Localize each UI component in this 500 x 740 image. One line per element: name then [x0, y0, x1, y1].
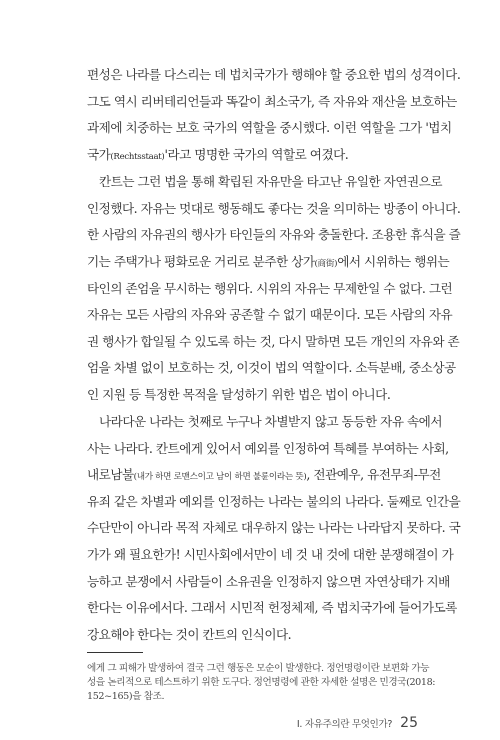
inline-text: , 전관예우, 유전무죄-무전: [306, 467, 441, 482]
paragraph-start-line: 칸트는 그런 법을 통해 확립된 자유만을 타고난 유일한 자연권으로: [99, 174, 442, 189]
inline-text: '라고 명명한 국가의 역할로 여겼다.: [164, 147, 349, 162]
body-line: 능하고 분쟁에서 사람들이 소유권을 인정하지 않으면 자연상태가 지배: [87, 574, 450, 589]
gloss-small: (Rechtsstaat): [110, 152, 165, 162]
body-line: 가가 왜 필요한가! 시민사회에서만이 네 것 내 것에 대한 분쟁해결이 가: [87, 547, 454, 562]
footnote-line: 성을 논리적으로 테스트하기 위한 도구다. 정언명령에 관한 자세한 설명은 민경국(2018:: [87, 677, 436, 688]
body-line: 한 사람의 자유권의 행사가 타인들의 자유와 충돌한다. 조용한 휴식을 즐: [87, 227, 461, 242]
body-line: 인정했다. 자유는 멋대로 행동해도 좋다는 것을 의미하는 방종이 아니다.: [87, 201, 461, 216]
body-line: 그도 역시 리버테리언들과 똑같이 최소국가, 즉 자유와 재산을 보호하는: [87, 94, 457, 109]
body-line: 인 지원 등 특정한 목적을 달성하기 위한 법은 법이 아니다.: [87, 387, 391, 402]
body-line: 사는 나라다. 칸트에게 있어서 예외를 인정하여 특혜를 부여하는 사회,: [87, 441, 449, 456]
body-line: 과제에 치중하는 보호 국가의 역할을 중시했다. 이런 역할을 그가 '법치: [87, 120, 452, 135]
page-number: 25: [400, 715, 418, 731]
footnote-rule: [87, 652, 143, 653]
inline-text: 기는 주택가나 평화로운 거리로 분주한 상가: [87, 254, 315, 269]
body-line: 수단만이 아니라 목적 자체로 대우하지 않는 나라는 나라답지 못하다. 국: [87, 520, 461, 535]
body-line: 타인의 존엄을 무시하는 행위다. 시위의 자유는 무제한일 수 없다. 그런: [87, 281, 453, 296]
running-footer: [297, 712, 418, 731]
body-line: [87, 467, 441, 485]
paragraph-start-line: 나라다운 나라는 첫째로 누구나 차별받지 않고 동등한 자유 속에서: [99, 414, 442, 429]
gloss-small: (내가 하면 로맨스이고 남이 하면 불륜이라는 뜻): [133, 472, 307, 482]
footnote-line: 152~165)을 참조.: [87, 691, 165, 702]
inline-text: 국가: [87, 147, 111, 162]
body-line: 자유는 모든 사람의 자유와 공존할 수 없기 때문이다. 모든 사람의 자유: [87, 307, 453, 322]
gloss-small: (商街): [314, 259, 338, 269]
body-line: 엄을 차별 없이 보호하는 것, 이것이 법의 역할이다. 소득분배, 중소상공: [87, 360, 456, 375]
body-line: [87, 254, 450, 272]
body-line: 편성은 나라를 다스리는 데 법치국가가 행해야 할 중요한 법의 성격이다.: [87, 67, 461, 82]
footnote-line: 에게 그 피해가 발생하여 결국 그런 행동은 모순이 발생한다. 정언명령이란 보편화 가능: [87, 663, 430, 674]
section-title: I. 자유주의란 무엇인가?: [296, 719, 393, 730]
body-line: 유죄 같은 차별과 예외를 인정하는 나라는 불의의 나라다. 둘째로 인간을: [87, 494, 461, 509]
body-line: 권 행사가 합일될 수 있도록 하는 것, 다시 말하면 모든 개인의 자유와 존: [87, 334, 460, 349]
body-line: 한다는 이유에서다. 그래서 시민적 헌정체제, 즉 법치국가에 들어가도록: [87, 600, 457, 615]
inline-text: 내로남불: [87, 467, 134, 482]
inline-text: 에서 시위하는 행위는: [337, 254, 450, 269]
body-line: 강요해야 한다는 것이 칸트의 인식이다.: [87, 627, 292, 642]
body-line: [87, 147, 437, 165]
